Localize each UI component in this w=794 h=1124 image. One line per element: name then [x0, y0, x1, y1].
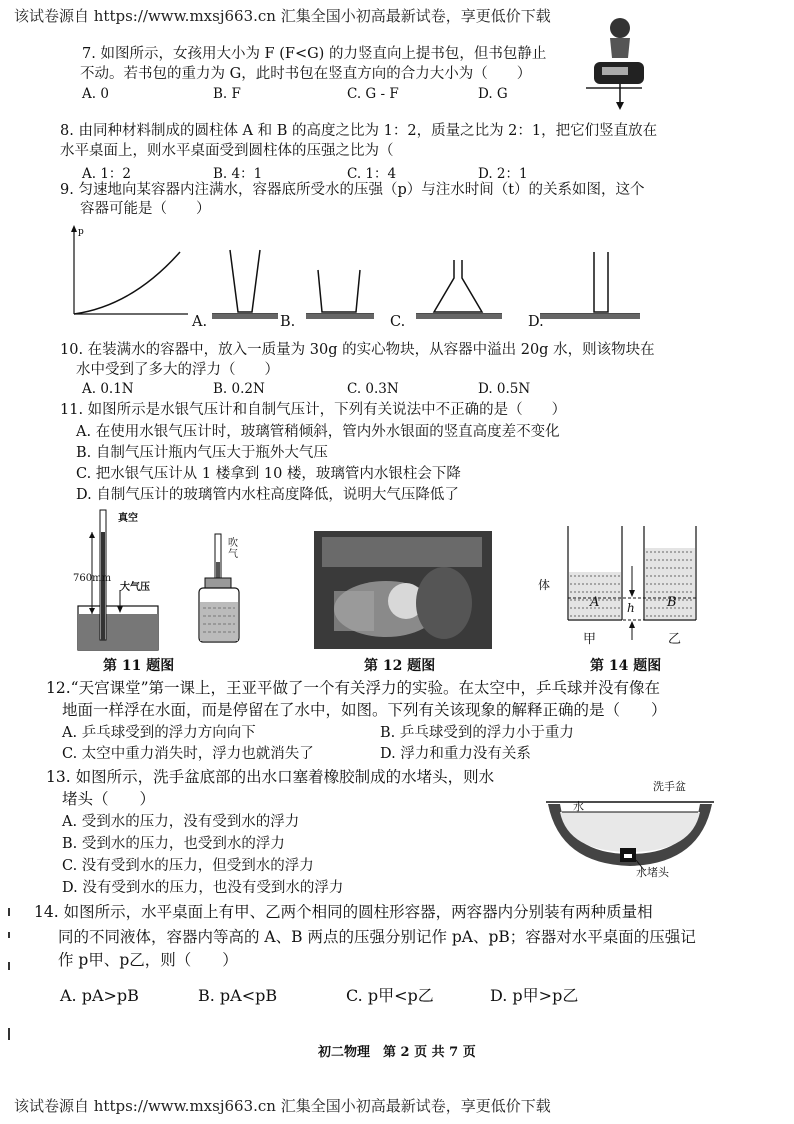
fig13-water-label: 水: [573, 800, 584, 813]
fig11-caption: 第 11 题图: [103, 658, 175, 674]
q9-p-label: p: [78, 227, 84, 237]
q7-option-a: A. 0: [82, 86, 109, 102]
fig13-plug-label: 水堵头: [636, 866, 669, 879]
q10-option-c: C. 0.3N: [347, 381, 399, 397]
q9-curve: [74, 252, 180, 314]
q14-stem-line3: 作 p甲、p乙，则（ ）: [58, 951, 238, 969]
q10-option-d: D. 0.5N: [478, 381, 531, 397]
q12-option-b: B. 乒乓球受到的浮力小于重力: [380, 725, 574, 741]
fig14-point-a: A: [590, 595, 600, 610]
q10-option-a: A. 0.1N: [82, 381, 134, 397]
q8-option-b: B. 4：1: [213, 166, 263, 182]
q7-option-d: D. G: [478, 86, 508, 102]
fig11-atm-label: 大气压: [120, 582, 150, 593]
fig14-side-mark: 体: [538, 578, 551, 592]
fig14-label-jia: 甲: [583, 632, 597, 647]
q14-stem-line1: 14. 如图所示，水平桌面上有甲、乙两个相同的圆柱形容器，两容器内分别装有两种质量相: [34, 903, 653, 921]
q10-option-b: B. 0.2N: [213, 381, 265, 397]
q14-option-c: C. p甲<p乙: [346, 986, 434, 1005]
q11-option-b: B. 自制气压计瓶内气压大于瓶外大气压: [76, 445, 328, 461]
q9-stem-line1: 9. 匀速地向某容器内注满水，容器底所受水的压强（p）与注水时间（t）的关系如图，这个: [60, 182, 645, 198]
footer-source-line: 该试卷源自 https://www.mxsj663.cn 汇集全国小初高最新试卷，享更低价下载: [14, 1097, 551, 1115]
q9-label-c: C.: [390, 314, 406, 330]
q9-container-a: [212, 250, 278, 319]
q7-girl-bag-figure: [584, 10, 644, 110]
fig12-photo: [314, 531, 492, 649]
q12-stem-line1: 12.“天宫课堂”第一课上，王亚平做了一个有关浮力的实验。在太空中，乒乓球并没有像在: [46, 679, 661, 697]
q14-option-a: A. pA>pB: [60, 986, 139, 1005]
q14-option-d: D. p甲>p乙: [490, 986, 579, 1005]
q11-stem: 11. 如图所示是水银气压计和自制气压计，下列有关说法中不正确的是（ ）: [60, 402, 567, 418]
fig12-caption: 第 12 题图: [364, 658, 436, 674]
q9-pressure-time-graph: [62, 224, 192, 319]
q10-stem-line2: 水中受到了多大的浮力（ ）: [76, 362, 279, 378]
q9-container-c: [416, 260, 502, 319]
q13-option-c: C. 没有受到水的压力，但受到水的浮力: [62, 858, 314, 874]
q7-option-c: C. G - F: [347, 86, 399, 102]
q9-container-b: [306, 270, 374, 319]
q12-option-a: A. 乒乓球受到的浮力方向向下: [62, 725, 256, 741]
q11-option-c: C. 把水银气压计从 1 楼拿到 10 楼，玻璃管内水银柱会下降: [76, 466, 461, 482]
q8-option-c: C. 1：4: [347, 166, 397, 182]
fig11-homemade-barometer: [195, 530, 255, 644]
q8-option-d: D. 2：1: [478, 166, 528, 182]
q10-stem-line1: 10. 在装满水的容器中，放入一质量为 30g 的实心物块，从容器中溢出 20g 水，则该物块在: [60, 342, 655, 358]
q14-stem-line2: 同的不同液体，容器内等高的 A、B 两点的压强分别记作 pA、pB；容器对水平桌面的压强记: [58, 928, 696, 946]
margin-binding-marks: [4, 900, 14, 1060]
q9-label-d: D.: [528, 314, 544, 330]
fig11-760mm-label: 760mm: [73, 573, 112, 584]
q9-container-d: [540, 252, 640, 319]
fig11-vacuum-label: 真空: [118, 513, 138, 524]
q9-label-a: A.: [192, 314, 208, 330]
q13-stem-line2: 堵头（ ）: [62, 790, 156, 808]
fig14-h-label: h: [627, 601, 635, 615]
header-source-line: 该试卷源自 https://www.mxsj663.cn 汇集全国小初高最新试卷，享更低价下载: [14, 7, 551, 25]
q14-option-b: B. pA<pB: [198, 986, 278, 1005]
fig14-label-yi: 乙: [668, 632, 682, 647]
q8-stem-line1: 8. 由同种材料制成的圆柱体 A 和 B 的高度之比为 1：2，质量之比为 2：1，把它们竖直放在: [60, 123, 658, 139]
q13-option-d: D. 没有受到水的压力，也没有受到水的浮力: [62, 880, 344, 896]
q7-stem-line2: 不动。若书包的重力为 G，此时书包在竖直方向的合力大小为（ ）: [80, 66, 532, 82]
q13-option-b: B. 受到水的压力，也受到水的浮力: [62, 836, 285, 852]
q8-option-a: A. 1：2: [82, 166, 132, 182]
q9-stem-line2: 容器可能是（ ）: [80, 201, 211, 217]
page-number-footer: 初二物理 第 2 页 共 7 页: [318, 1045, 476, 1060]
fig14-caption: 第 14 题图: [590, 658, 662, 674]
q13-stem-line1: 13. 如图所示，洗手盆底部的出水口塞着橡胶制成的水堵头，则水: [46, 768, 495, 786]
q11-option-d: D. 自制气压计的玻璃管内水柱高度降低，说明大气压降低了: [76, 487, 459, 503]
q12-stem-line2: 地面一样浮在水面，而是停留在了水中，如图。下列有关该现象的解释正确的是（ ）: [62, 701, 667, 719]
fig14-point-b: B: [667, 595, 677, 610]
q9-container-options: [190, 240, 750, 330]
q9-label-b: B.: [280, 314, 296, 330]
q11-option-a: A. 在使用水银气压计时，玻璃管稍倾斜，管内外水银面的竖直高度差不变化: [76, 424, 560, 440]
q12-option-d: D. 浮力和重力没有关系: [380, 746, 531, 762]
fig11-mercury-trough: [78, 614, 158, 650]
fig13-basin-label: 洗手盆: [653, 780, 686, 793]
fig11-mercury-column: [101, 532, 105, 640]
fig13-basin: [540, 782, 720, 882]
q7-stem-line1: 7. 如图所示，女孩用大小为 F (F<G) 的力竖直向上提书包，但书包静止: [82, 46, 547, 62]
q8-stem-line2: 水平桌面上，则水平桌面受到圆柱体的压强之比为（: [60, 143, 394, 159]
fig11-blow-label: 吹气: [228, 538, 238, 560]
q7-option-b: B. F: [213, 86, 241, 102]
q12-option-c: C. 太空中重力消失时，浮力也就消失了: [62, 746, 314, 762]
q13-option-a: A. 受到水的压力，没有受到水的浮力: [62, 814, 300, 830]
